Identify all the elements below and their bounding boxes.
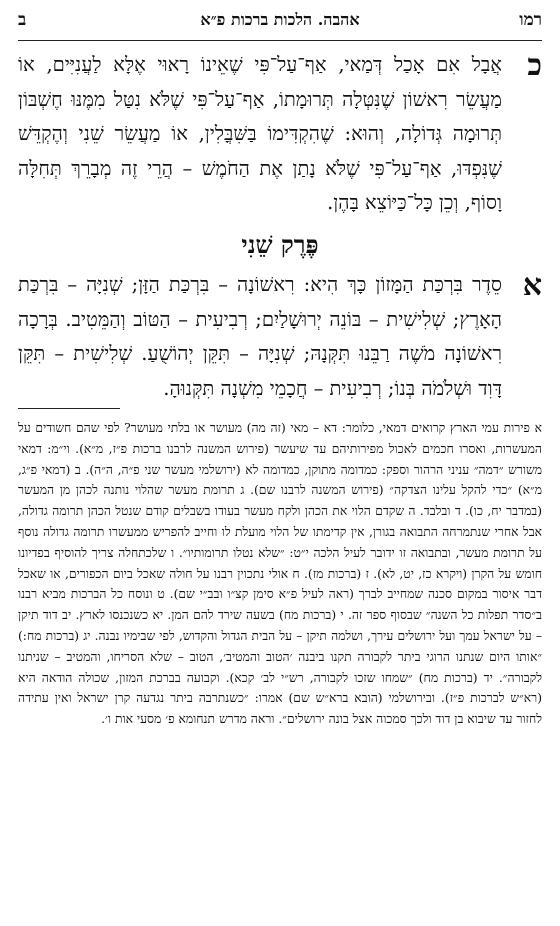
footnotes	[18, 418, 542, 730]
running-header	[18, 10, 542, 36]
footnote-rule	[18, 408, 120, 409]
halakha-paragraph	[18, 48, 542, 223]
halakha-text: אֲבָל אִם אָכַל דְּמַאי, אַף־עַל־פִּי שֶׁאֵינוֹ רָאוּי אֶלָּא לַעֲנִיִּים, אוֹ מַעֲשֵׂר רִאשׁוֹן שֶׁנִּטְּלָה תְּרוּמָתוֹ, אַף־עַל־פִּי שֶׁלֹּא נִטַּל מִמֶּנּוּ חֶשְׁבּוֹן תְּרוּמָה גְּדוֹלָה, וְהוּא: שֶׁהִקְדִּימוֹ בַּשִּׁבֳּלִין, אוֹ מַעֲשֵׂר שֵׁנִי וְהֶקְדֵּשׁ שֶׁנִּפְדּוּ, אַף־עַל־פִּי שֶׁלֹּא נָתַן אֶת הַחֹמֶשׁ – הֲרֵי זֶה מְבָרֵךְ תְּחִלָּה וָסוֹף, וְכֵן כָּל־כַּיּוֹצֵא בָּהֶן.	[18, 53, 502, 214]
page-number: רמו	[519, 10, 542, 30]
halakha-number: כ	[527, 48, 542, 83]
running-title: אהבה. הלכות ברכות פ״א	[200, 10, 360, 29]
footnote-text: א פירות עמי הארץ קרואים דמאי, כלומר: דא – מאי (זה מה) מעושר או בלתי מעושר? לפי שהם חשודים על המעשרות, ואסרו חכמים לאכול מפירותיהם עד שיעשר (פירוש המשנה לרבנו ברכות פ״ז, מ״א). וי״מ: דמאי משורש ״דמה״ עניני הרהור וספק: כמדומה מתוקן, כמדומה לא (ירושלמי מעשר שני פ״ה, ה״ה). ב (דמאי פ״ג, מ״א) ״כדי להקל עלינו הצדקה״ (פירוש המשנה לרבנו שם). ג תרומת מעשר שהלוי נותנה לכהן מן המעשר (במדבר יח, כו). ד ובלבד. ה שקדם הלוי את הכהן ולקח מעשר בעודו בשבלים קודם שנטל הכהן תרומה גדולה, אבל אחרי שנתמרחה התבואה בגורן, אין קדימתו של הלוי מועלת לו וחייב להפריש ממעשרו תרומה גדולה נוסף על תרומת מעשר, ובתבואה זו ידובר לעיל הלכה י״ט: ״שלא נטלו תרומותיו״. ו שלכתחלה צריך להוסיף בפדיונו חומש על הקרן (ויקרא כז, יט, לא). ז (ברכות מז). ח אולי נתכוין רבנו על חולה שאכל ביום הכפורים, או שאכל דבר איסור במקום סכנה שמחייב לברך (ראה לעיל פ״א סימן קצ״ו ובב״י שם). ט ונוסח כל הברכות מביא רבנו ב״סדר תפלות כל השנה״ שבסוף ספר זה. י (ברכות מח) בשעה שירד להם המן. יא כשנכנסו לארץ. יב דוד תיקן – על ישראל עמך ועל ירושלים עירך, ושלמה תיקן – על הבית הגדול והקדוש, לפי שבימיו נבנה. יג (ברכות מח:) ״אותו היום שנתנו הרוגי ביתר לקבורה תקנו ביבנה ׳הטוב והמטיב׳, הטוב – שלא הסריחו, והמטיב – שניתנו לקבורה״. יד (ברכות מח) ״שמחו שזכו לקבורה, רש״י לב׳ קכא). וקבועה בברכת המזון, שכולה הודאה היא (רא״ש לברכות פ״ז). ובירושלמי (הובא ברא״ש שם) אמרו: ״כשנתרבה ביתר נגדעה קרן ישראל ואין עתידה לחזור עד שיבוא בן דוד ולכך סמכוה אצל בונה ירושלים״. וראה מדרש תנחומא פ׳ מסעי אות ו׳.	[18, 421, 542, 727]
chapter-heading: פֶּרֶק שֵׁנִי	[241, 230, 319, 259]
halakha-paragraph	[18, 268, 542, 400]
halakha-number: א	[522, 268, 542, 303]
section-mark: ב	[18, 10, 27, 30]
header-rule	[18, 40, 542, 41]
halakha-text: סֵדֶר בִּרְכַּת הַמָּזוֹן כָּךְ הִיא: רִאשׁוֹנָה – בִּרְכַּת הַזָּן; שְׁנִיָּה – בִּרְכַּת הָאָרֶץ; שְׁלִישִׁית – בּוֹנֵה יְרוּשָׁלַיִם; רְבִיעִית – הַטּוֹב וְהַמֵּטִיב. בְּרָכָה רִאשׁוֹנָה מֹשֶׁה רַבֵּנוּ תִּקְּנָהּ; שְׁנִיָּה – תִּקֵּן יְהוֹשֻׁעַ. שְׁלִישִׁית – תִּקֵּן דָּוִד וּשְׁלֹמֹה בְּנוֹ; רְבִיעִית – חֲכָמֵי מִשְׁנָה תִּקְּנוּהָ.	[18, 273, 502, 400]
